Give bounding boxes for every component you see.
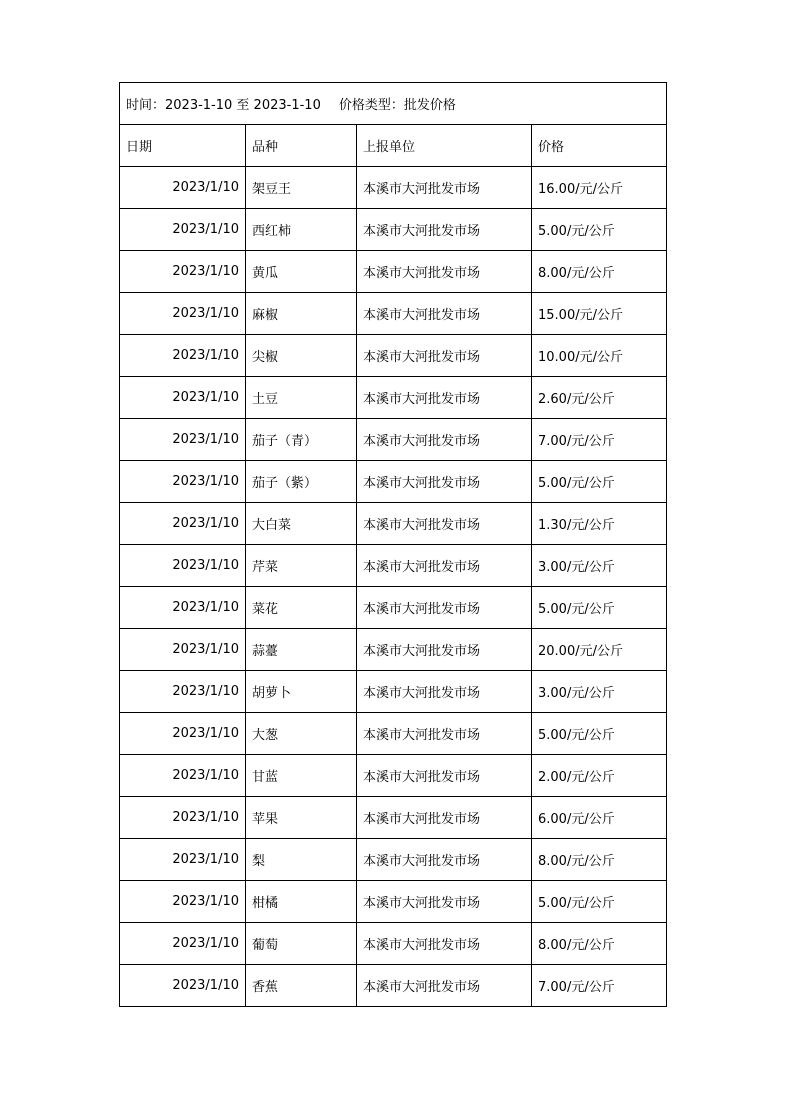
price-cell: 8.00/元/公斤	[532, 839, 667, 881]
table-row	[120, 713, 667, 755]
price-cell: 16.00/元/公斤	[532, 167, 667, 209]
reporter-cell: 本溪市大河批发市场	[357, 587, 532, 629]
header-reporter: 上报单位	[357, 125, 532, 167]
table-row	[120, 839, 667, 881]
price-cell: 7.00/元/公斤	[532, 965, 667, 1007]
reporter-cell: 本溪市大河批发市场	[357, 377, 532, 419]
date-cell: 2023/1/10	[120, 923, 246, 965]
reporter-cell: 本溪市大河批发市场	[357, 461, 532, 503]
date-cell: 2023/1/10	[120, 419, 246, 461]
variety-cell: 架豆王	[246, 167, 357, 209]
price-cell: 15.00/元/公斤	[532, 293, 667, 335]
reporter-cell: 本溪市大河批发市场	[357, 293, 532, 335]
variety-cell: 梨	[246, 839, 357, 881]
price-cell: 5.00/元/公斤	[532, 881, 667, 923]
reporter-cell: 本溪市大河批发市场	[357, 881, 532, 923]
reporter-cell: 本溪市大河批发市场	[357, 839, 532, 881]
table-row	[120, 167, 667, 209]
reporter-cell: 本溪市大河批发市场	[357, 923, 532, 965]
date-cell: 2023/1/10	[120, 797, 246, 839]
reporter-cell: 本溪市大河批发市场	[357, 503, 532, 545]
price-cell: 5.00/元/公斤	[532, 587, 667, 629]
price-cell: 5.00/元/公斤	[532, 209, 667, 251]
date-cell: 2023/1/10	[120, 587, 246, 629]
variety-cell: 黄瓜	[246, 251, 357, 293]
time-label: 时间：	[126, 98, 166, 113]
date-cell: 2023/1/10	[120, 881, 246, 923]
date-cell: 2023/1/10	[120, 545, 246, 587]
variety-cell: 菜花	[246, 587, 357, 629]
variety-cell: 香蕉	[246, 965, 357, 1007]
price-cell: 5.00/元/公斤	[532, 713, 667, 755]
date-cell: 2023/1/10	[120, 629, 246, 671]
info-row	[120, 83, 667, 125]
reporter-cell: 本溪市大河批发市场	[357, 209, 532, 251]
reporter-cell: 本溪市大河批发市场	[357, 167, 532, 209]
variety-cell: 尖椒	[246, 335, 357, 377]
table-row	[120, 587, 667, 629]
reporter-cell: 本溪市大河批发市场	[357, 797, 532, 839]
date-cell: 2023/1/10	[120, 671, 246, 713]
header-variety: 品种	[246, 125, 357, 167]
variety-cell: 茄子（紫）	[246, 461, 357, 503]
table-row	[120, 419, 667, 461]
price-cell: 2.60/元/公斤	[532, 377, 667, 419]
reporter-cell: 本溪市大河批发市场	[357, 755, 532, 797]
reporter-cell: 本溪市大河批发市场	[357, 965, 532, 1007]
date-cell: 2023/1/10	[120, 209, 246, 251]
reporter-cell: 本溪市大河批发市场	[357, 713, 532, 755]
variety-cell: 西红柿	[246, 209, 357, 251]
variety-cell: 茄子（青）	[246, 419, 357, 461]
table-row	[120, 461, 667, 503]
table-row	[120, 377, 667, 419]
price-type-value: 批发价格	[403, 98, 456, 113]
table-row	[120, 251, 667, 293]
date-cell: 2023/1/10	[120, 755, 246, 797]
variety-cell: 蒜薹	[246, 629, 357, 671]
date-cell: 2023/1/10	[120, 839, 246, 881]
table-row	[120, 671, 667, 713]
table-row	[120, 755, 667, 797]
variety-cell: 麻椒	[246, 293, 357, 335]
price-cell: 10.00/元/公斤	[532, 335, 667, 377]
table-row	[120, 503, 667, 545]
variety-cell: 甘蓝	[246, 755, 357, 797]
price-cell: 1.30/元/公斤	[532, 503, 667, 545]
reporter-cell: 本溪市大河批发市场	[357, 335, 532, 377]
price-cell: 3.00/元/公斤	[532, 671, 667, 713]
date-cell: 2023/1/10	[120, 251, 246, 293]
date-cell: 2023/1/10	[120, 713, 246, 755]
table-row	[120, 629, 667, 671]
variety-cell: 胡萝卜	[246, 671, 357, 713]
header-date: 日期	[120, 125, 246, 167]
price-cell: 8.00/元/公斤	[532, 251, 667, 293]
price-cell: 2.00/元/公斤	[532, 755, 667, 797]
info-cell	[120, 83, 667, 125]
variety-cell: 苹果	[246, 797, 357, 839]
table-row	[120, 545, 667, 587]
price-cell: 20.00/元/公斤	[532, 629, 667, 671]
date-range: 2023-1-10 至 2023-1-10	[165, 98, 321, 113]
date-cell: 2023/1/10	[120, 167, 246, 209]
table-row	[120, 965, 667, 1007]
variety-cell: 大白菜	[246, 503, 357, 545]
table-header-row	[120, 125, 667, 167]
price-type-label: 价格类型：	[338, 98, 404, 113]
table-row	[120, 293, 667, 335]
reporter-cell: 本溪市大河批发市场	[357, 629, 532, 671]
date-cell: 2023/1/10	[120, 461, 246, 503]
table-row	[120, 923, 667, 965]
price-cell: 5.00/元/公斤	[532, 461, 667, 503]
price-cell: 8.00/元/公斤	[532, 923, 667, 965]
table-row	[120, 881, 667, 923]
reporter-cell: 本溪市大河批发市场	[357, 251, 532, 293]
reporter-cell: 本溪市大河批发市场	[357, 545, 532, 587]
date-cell: 2023/1/10	[120, 335, 246, 377]
table-row	[120, 335, 667, 377]
variety-cell: 柑橘	[246, 881, 357, 923]
variety-cell: 大葱	[246, 713, 357, 755]
date-cell: 2023/1/10	[120, 293, 246, 335]
price-table	[119, 82, 667, 1007]
reporter-cell: 本溪市大河批发市场	[357, 419, 532, 461]
header-price: 价格	[532, 125, 667, 167]
variety-cell: 土豆	[246, 377, 357, 419]
date-cell: 2023/1/10	[120, 965, 246, 1007]
variety-cell: 葡萄	[246, 923, 357, 965]
price-cell: 7.00/元/公斤	[532, 419, 667, 461]
date-cell: 2023/1/10	[120, 503, 246, 545]
date-cell: 2023/1/10	[120, 377, 246, 419]
variety-cell: 芹菜	[246, 545, 357, 587]
reporter-cell: 本溪市大河批发市场	[357, 671, 532, 713]
price-cell: 6.00/元/公斤	[532, 797, 667, 839]
table-row	[120, 209, 667, 251]
table-row	[120, 797, 667, 839]
price-cell: 3.00/元/公斤	[532, 545, 667, 587]
